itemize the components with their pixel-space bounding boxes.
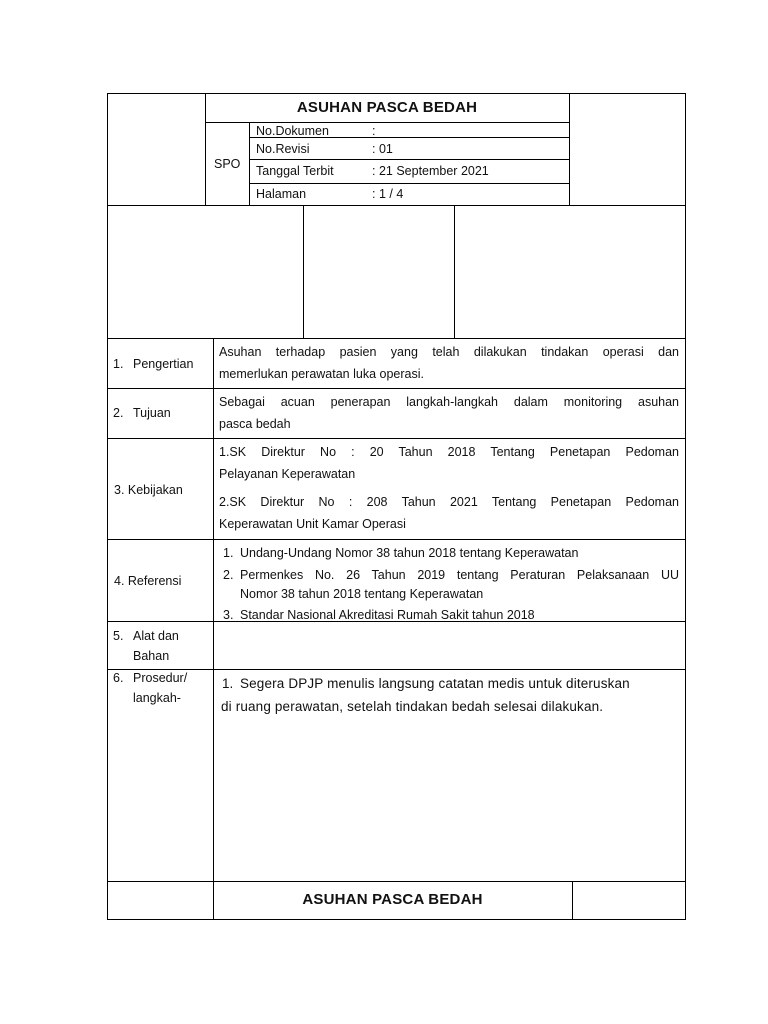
meta-value-tanggal-terbit: : 21 September 2021 bbox=[372, 164, 489, 178]
referensi-item-3-number: 3. bbox=[223, 608, 234, 622]
tujuan-number: 2. bbox=[113, 406, 124, 420]
kebijakan-item-1-line-1: 1.SK Direktur No : 20 Tahun 2018 Tentang Penetapan Pedoman bbox=[219, 445, 679, 459]
alat-number: 5. bbox=[113, 629, 124, 643]
row-divider-3 bbox=[107, 539, 686, 540]
meta-value-halaman: : 1 / 4 bbox=[372, 187, 404, 201]
pengertian-label: Pengertian bbox=[133, 357, 194, 371]
meta-row-line-2 bbox=[249, 159, 569, 160]
content-label-column-divider bbox=[213, 338, 214, 882]
approval-block bbox=[107, 205, 686, 339]
tujuan-line-1: Sebagai acuan penerapan langkah-langkah dalam monitoring asuhan bbox=[219, 395, 679, 409]
prosedur-step-1-line-2: di ruang perawatan, setelah tindakan bedah selesai dilakukan. bbox=[221, 699, 604, 714]
approval-divider-1 bbox=[303, 205, 304, 339]
referensi-item-1-text: Undang-Undang Nomor 38 tahun 2018 tentang Keperawatan bbox=[240, 546, 579, 560]
meta-label-no-dokumen: No.Dokumen bbox=[256, 124, 329, 138]
row-divider-2 bbox=[107, 438, 686, 439]
prosedur-label-line-2: langkah- bbox=[133, 691, 181, 705]
header-divider-right bbox=[569, 93, 570, 206]
meta-label-halaman: Halaman bbox=[256, 187, 307, 201]
referensi-item-2-line-2: Nomor 38 tahun 2018 tentang Keperawatan bbox=[240, 587, 484, 601]
kebijakan-label: 3. Kebijakan bbox=[114, 483, 183, 497]
alat-label-line-1: Alat dan bbox=[133, 629, 179, 643]
spo-label: SPO bbox=[214, 157, 241, 171]
meta-value-no-revisi: : 01 bbox=[372, 142, 393, 156]
footer-title: ASUHAN PASCA BEDAH bbox=[302, 891, 483, 908]
row-divider-1 bbox=[107, 388, 686, 389]
document-title: ASUHAN PASCA BEDAH bbox=[296, 99, 478, 116]
kebijakan-item-2-line-1: 2.SK Direktur No : 208 Tahun 2021 Tentang Penetapan Pedoman bbox=[219, 495, 679, 509]
meta-row-line-3 bbox=[249, 183, 569, 184]
prosedur-label-line-1: Prosedur/ bbox=[133, 671, 188, 685]
prosedur-number: 6. bbox=[113, 671, 124, 685]
row-divider-5 bbox=[107, 669, 686, 670]
pengertian-number: 1. bbox=[113, 357, 124, 371]
prosedur-step-1-line-1: Segera DPJP menulis langsung catatan medis untuk diteruskan bbox=[240, 676, 630, 691]
referensi-item-3-text: Standar Nasional Akreditasi Rumah Sakit tahun 2018 bbox=[240, 608, 535, 622]
meta-label-no-revisi: No.Revisi bbox=[256, 142, 310, 156]
approval-divider-2 bbox=[454, 205, 455, 339]
meta-value-no-dokumen: : bbox=[372, 124, 376, 138]
referensi-label: 4. Referensi bbox=[114, 574, 182, 588]
pengertian-line-1: Asuhan terhadap pasien yang telah dilakukan tindakan operasi dan bbox=[219, 345, 679, 359]
kebijakan-item-1-line-2: Pelayanan Keperawatan bbox=[219, 467, 356, 481]
footer-divider-right bbox=[572, 881, 573, 920]
pengertian-line-2: memerlukan perawatan luka operasi. bbox=[219, 367, 424, 381]
meta-label-tanggal-terbit: Tanggal Terbit bbox=[256, 164, 334, 178]
tujuan-label: Tujuan bbox=[133, 406, 171, 420]
referensi-item-2-line-1: Permenkes No. 26 Tahun 2019 tentang Peraturan Pelaksanaan UU bbox=[240, 568, 679, 582]
prosedur-step-1-number: 1. bbox=[222, 676, 234, 691]
alat-label-line-2: Bahan bbox=[133, 649, 170, 663]
referensi-item-1-number: 1. bbox=[223, 546, 234, 560]
referensi-item-2-number: 2. bbox=[223, 568, 234, 582]
tujuan-line-2: pasca bedah bbox=[219, 417, 291, 431]
kebijakan-item-2-line-2: Keperawatan Unit Kamar Operasi bbox=[219, 517, 406, 531]
spo-divider bbox=[249, 122, 250, 206]
